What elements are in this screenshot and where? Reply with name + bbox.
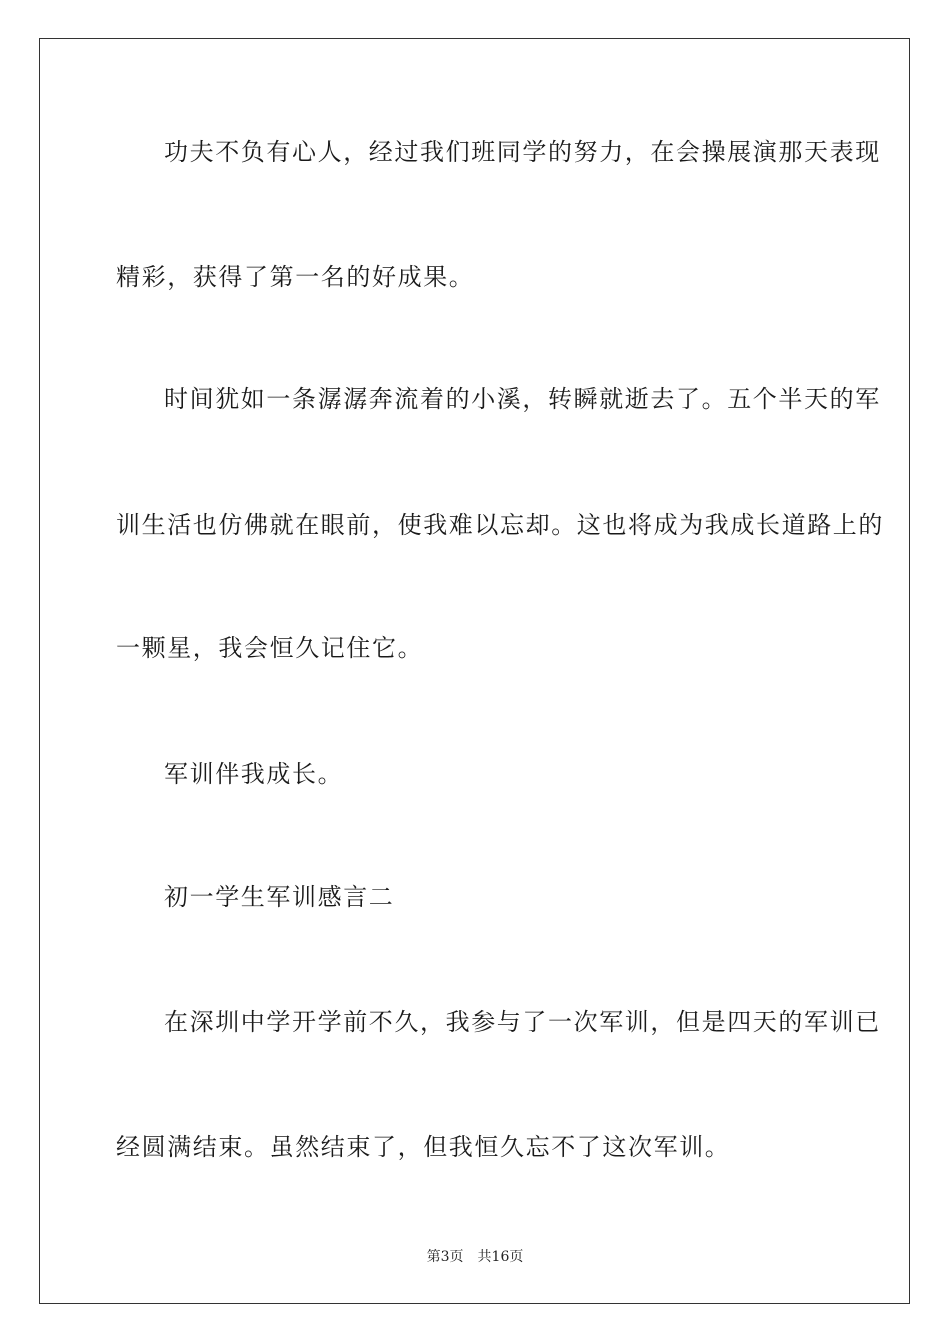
paragraph-line-5: 一颗星，我会恒久记住它。	[116, 634, 424, 662]
section-heading: 初一学生军训感言二	[164, 883, 395, 911]
page-footer	[0, 1248, 950, 1266]
page-frame	[39, 38, 910, 1304]
paragraph-line-3: 时间犹如一条潺潺奔流着的小溪，转瞬就逝去了。五个半天的军	[164, 385, 881, 413]
paragraph-line-6: 军训伴我成长。	[164, 760, 344, 788]
paragraph-line-1: 功夫不负有心人，经过我们班同学的努力，在会操展演那天表现	[164, 138, 881, 166]
paragraph-line-2: 精彩，获得了第一名的好成果。	[116, 263, 475, 291]
paragraph-line-4: 训生活也仿佛就在眼前，使我难以忘却。这也将成为我成长道路上的	[116, 511, 884, 539]
page-number-total: 共16页	[477, 1249, 524, 1265]
paragraph-line-8: 经圆满结束。虽然结束了，但我恒久忘不了这次军训。	[116, 1133, 731, 1161]
page-number-current: 第3页	[426, 1249, 464, 1265]
paragraph-line-7: 在深圳中学开学前不久，我参与了一次军训，但是四天的军训已	[164, 1008, 881, 1036]
